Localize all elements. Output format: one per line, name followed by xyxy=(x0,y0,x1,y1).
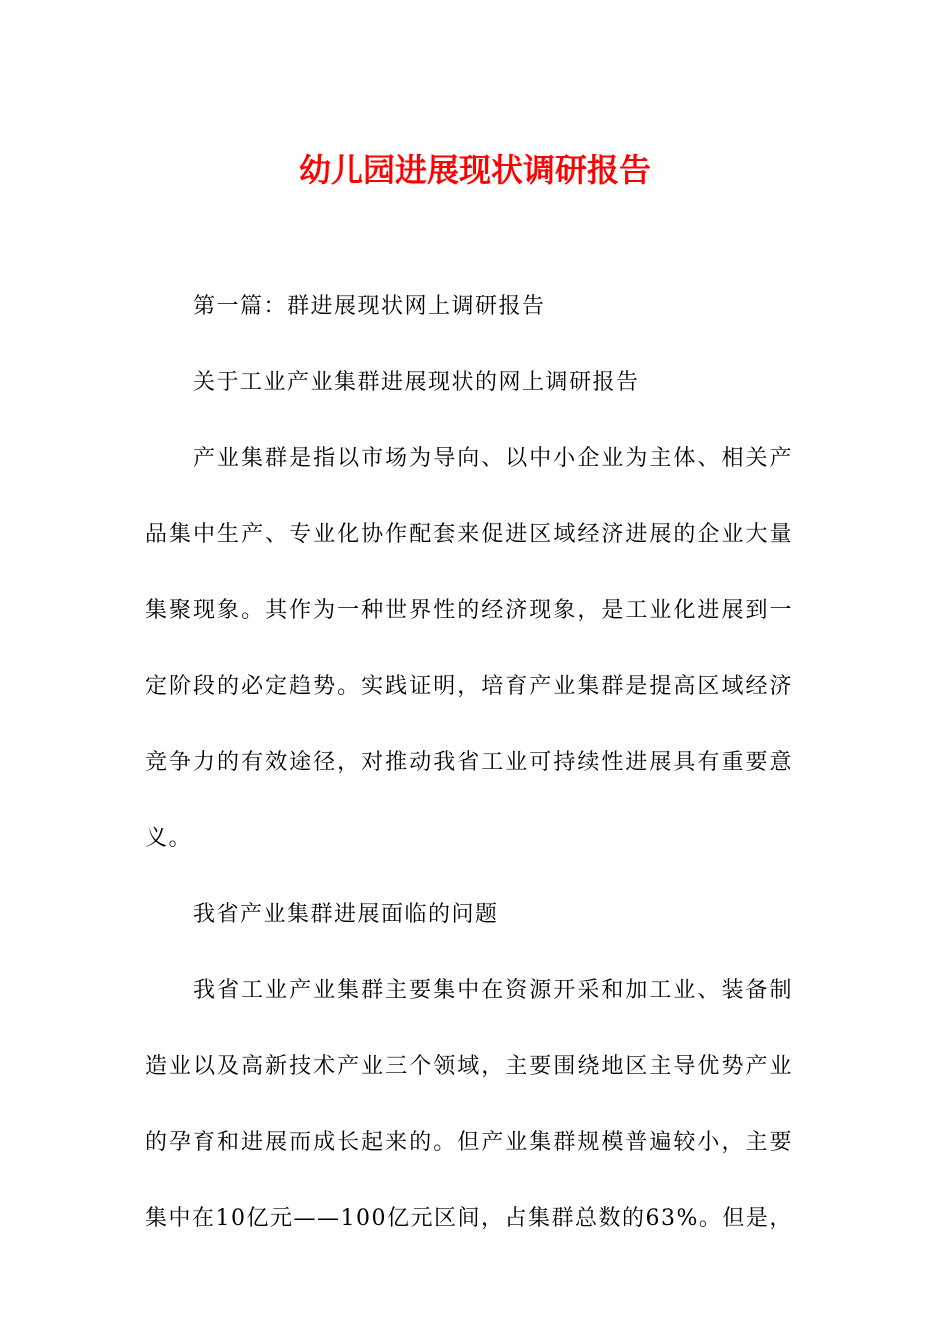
paragraph-definition: 产业集群是指以市场为导向、以中小企业为主体、相关产品集中生产、专业化协作配套来促进区域经济进展的企业大量集聚现象。其作为一种世界性的经济现象，是工业化进展到一定阶段的必定趋势。实践证明，培育产业集群是提高区域经济竞争力的有效途径，对推动我省工业可持续性进展具有重要意义。 xyxy=(145,446,793,851)
document-body xyxy=(145,269,793,1257)
document-title: 幼儿园进展现状调研报告 xyxy=(298,151,651,189)
paragraph-report-title: 关于工业产业集群进展现状的网上调研报告 xyxy=(193,370,640,395)
paragraph-section-heading: 第一篇：群进展现状网上调研报告 xyxy=(193,294,546,319)
paragraph-industry-overview: 我省工业产业集群主要集中在资源开采和加工业、装备制造业以及高新技术产业三个领域，主要围绕地区主导优势产业的孕育和进展而成长起来的。但产业集群规模普遍较小，主要集中在10亿元——100亿元区间，占集群总数的63%。但是， xyxy=(145,978,793,1231)
paragraph-problems-heading: 我省产业集群进展面临的问题 xyxy=(193,902,499,927)
